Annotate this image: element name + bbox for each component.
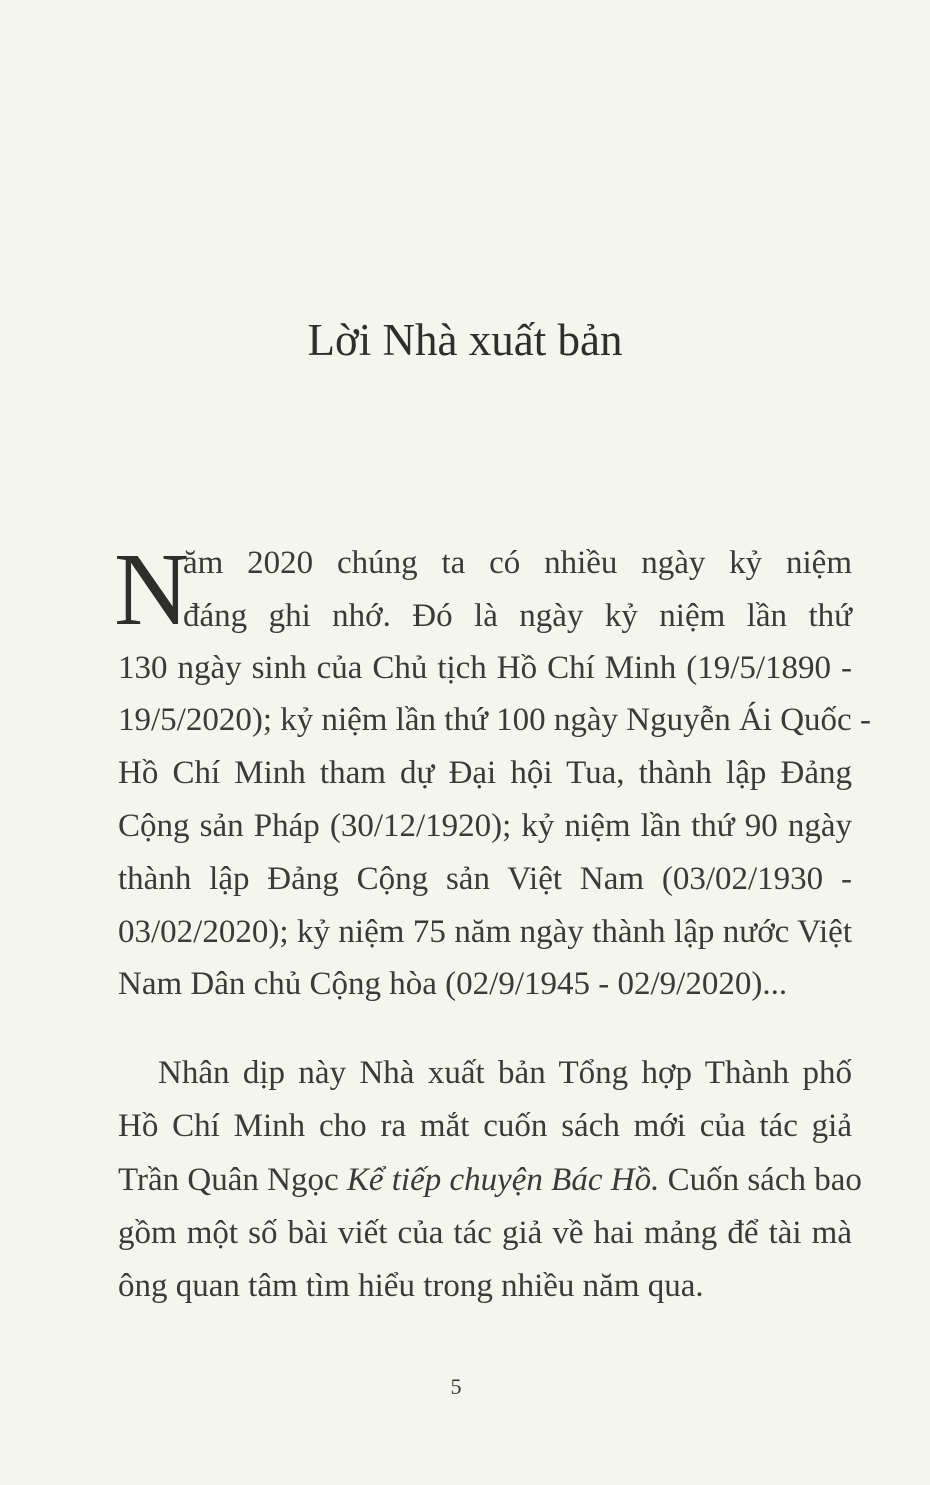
text-line: 130 ngày sinh của Chủ tịch Hồ Chí Minh (19/5/1890 - bbox=[118, 650, 852, 686]
book-title: Kể tiếp chuyện Bác Hồ. bbox=[346, 1162, 660, 1198]
text-line: Hồ Chí Minh tham dự Đại hội Tua, thành lập Đảng bbox=[118, 755, 852, 791]
text-line: Cộng sản Pháp (30/12/1920); kỷ niệm lần thứ 90 ngày bbox=[118, 808, 852, 844]
text-line: 03/02/2020); kỷ niệm 75 năm ngày thành lập nước Việt bbox=[118, 914, 852, 950]
text-line: ăm 2020 chúng ta có nhiều ngày kỷ niệm bbox=[183, 545, 852, 581]
text-line bbox=[118, 1160, 862, 1200]
page-number: 5 bbox=[450, 1374, 462, 1399]
text-line: Hồ Chí Minh cho ra mắt cuốn sách mới của tác giả bbox=[118, 1108, 852, 1144]
drop-cap: N bbox=[114, 532, 190, 647]
text-line: thành lập Đảng Cộng sản Việt Nam (03/02/1930 - bbox=[118, 861, 852, 897]
text-line: đáng ghi nhớ. Đó là ngày kỷ niệm lần thứ bbox=[183, 598, 852, 634]
text-line: Nhân dịp này Nhà xuất bản Tổng hợp Thành phố bbox=[158, 1055, 852, 1091]
text-line: gồm một số bài viết của tác giả về hai mảng để tài mà bbox=[118, 1215, 852, 1251]
page-title: Lời Nhà xuất bản bbox=[307, 315, 623, 365]
text-line: ông quan tâm tìm hiểu trong nhiều năm qua. bbox=[118, 1268, 704, 1304]
text-line: Nam Dân chủ Cộng hòa (02/9/1945 - 02/9/2020)... bbox=[118, 966, 788, 1002]
author-name: Trần Quân Ngọc bbox=[118, 1162, 339, 1198]
text-segment: Cuốn sách bao bbox=[667, 1162, 862, 1198]
text-line: 19/5/2020); kỷ niệm lần thứ 100 ngày Nguyễn Ái Quốc - bbox=[118, 702, 871, 738]
